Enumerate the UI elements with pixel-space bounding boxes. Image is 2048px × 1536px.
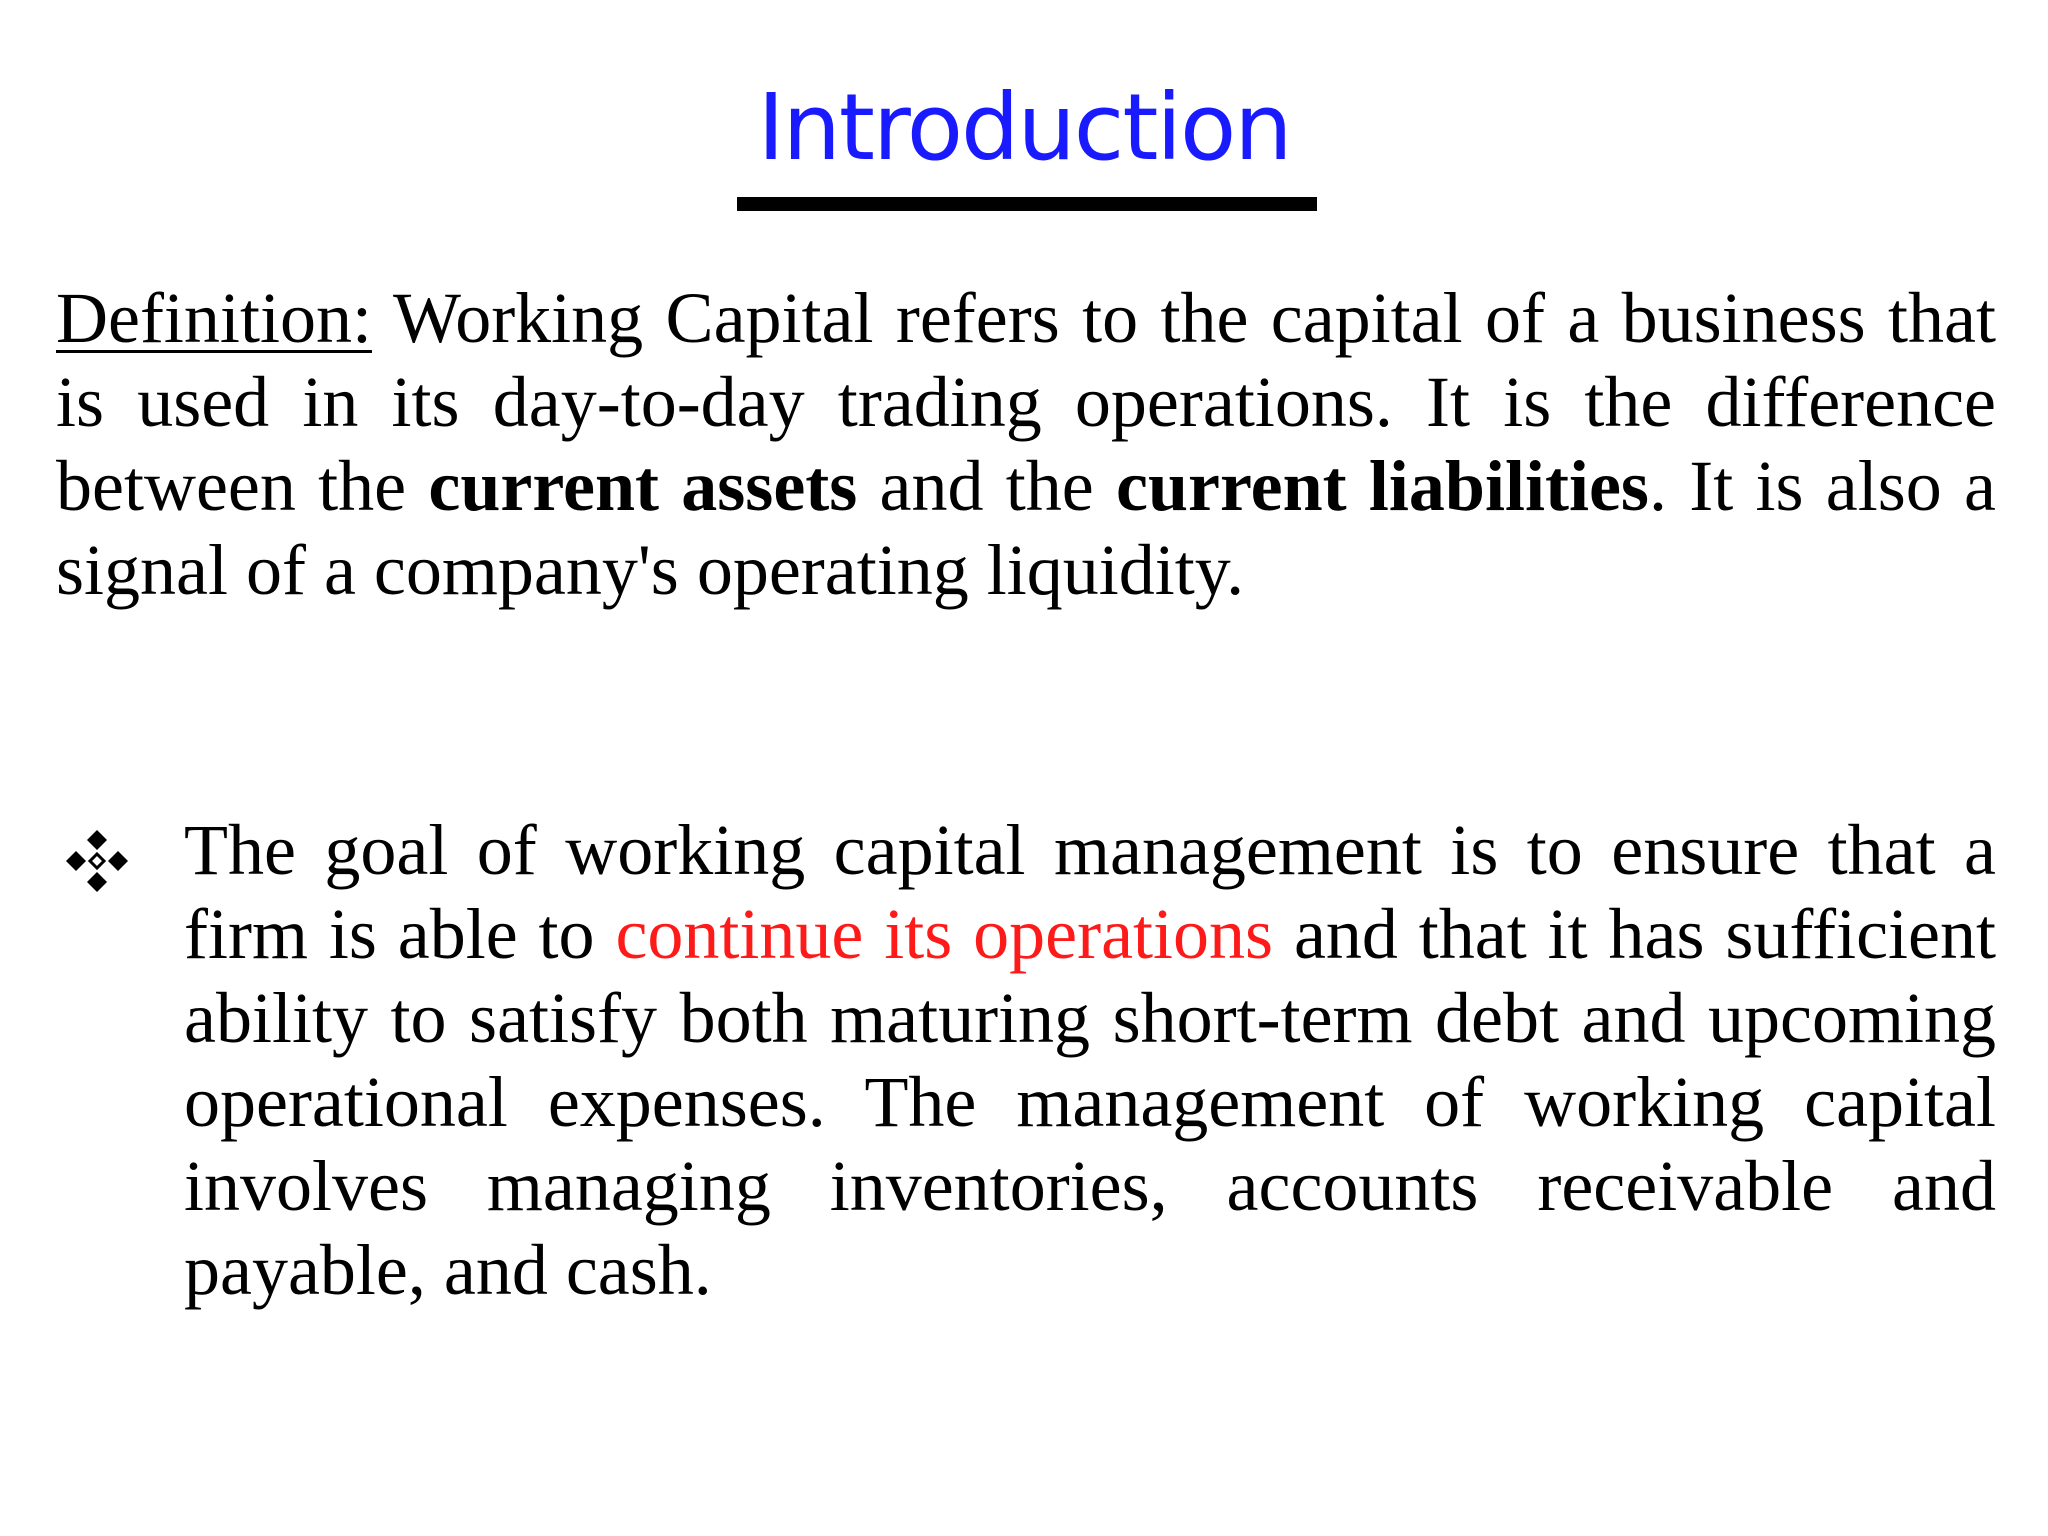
definition-label: Definition:	[56, 278, 372, 358]
bullet-text	[184, 808, 1996, 1312]
bullet-text-part1: The goal of working capital management is to ensure that a firm is able to	[184, 810, 1996, 974]
definition-text-part3: . It is also a signal of a company's operating liquidity.	[56, 446, 1996, 610]
highlight-continue-operations: continue its operations	[615, 894, 1274, 974]
four-diamond-bullet-icon	[62, 826, 132, 896]
definition-text-part1: Working Capital refers to the capital of a business that is used in its day-to-day trading operations. It is the difference between the	[56, 278, 1996, 526]
page-title: Introduction	[757, 74, 1291, 181]
title-underline	[737, 197, 1317, 211]
bullet-item	[56, 808, 1996, 1312]
bullet-text-part2: and that it has sufficient ability to satisfy both maturing short-term debt and upcoming operational expenses. The management of working capital involves managing inventories, accounts receivable and payable, and cash.	[184, 894, 1996, 1310]
title-container	[0, 74, 2048, 185]
term-current-liabilities: current liabilities	[1116, 446, 1649, 526]
definition-paragraph	[56, 276, 1996, 612]
definition-text-part2: and the	[857, 446, 1117, 526]
term-current-assets: current assets	[428, 446, 858, 526]
